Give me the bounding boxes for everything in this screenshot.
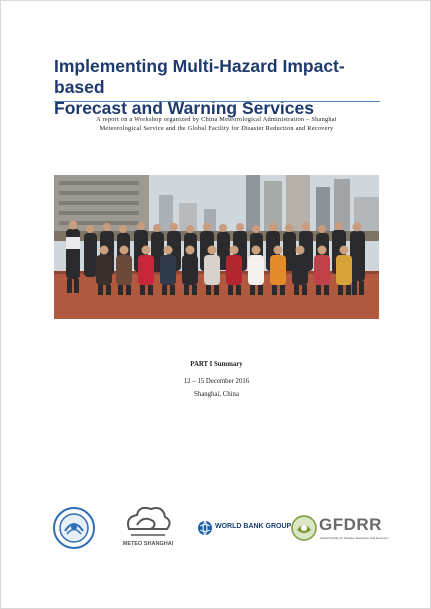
gfdrr-logo bbox=[291, 515, 397, 543]
report-title-line-1: Implementing Multi-Hazard Impact-based bbox=[54, 56, 345, 97]
workshop-location: Shanghai, China bbox=[194, 391, 239, 398]
subtitle-line-1: A report on a Workshop organized by China Meteorological Administration – Shanghai bbox=[96, 116, 337, 123]
workshop-group-photo bbox=[54, 175, 379, 319]
world-bank-globe-icon bbox=[197, 520, 213, 536]
world-bank-logo bbox=[197, 519, 292, 537]
report-subtitle bbox=[41, 115, 392, 133]
part-label: PART I Summary bbox=[190, 361, 243, 368]
title-divider bbox=[54, 101, 380, 102]
meteo-shanghai-logo bbox=[121, 503, 175, 553]
world-bank-label: WORLD BANK GROUP bbox=[215, 523, 292, 530]
meteo-shanghai-label: METEO SHANGHAI bbox=[122, 541, 174, 547]
report-title-line-2: Forecast and Warning Services bbox=[54, 98, 314, 118]
subtitle-line-2: Meteorological Service and the Global Facility for Disaster Reduction and Recovery bbox=[99, 125, 334, 132]
gfdrr-emblem-icon bbox=[291, 515, 317, 541]
cma-logo bbox=[53, 507, 95, 549]
report-title bbox=[54, 56, 394, 119]
gfdrr-label: GFDRR bbox=[319, 515, 382, 534]
workshop-dates: 12 – 15 December 2016 bbox=[183, 378, 250, 385]
sponsor-logos bbox=[51, 503, 399, 553]
gfdrr-tagline: Global Facility for Disaster Reduction and Recovery bbox=[320, 536, 389, 540]
